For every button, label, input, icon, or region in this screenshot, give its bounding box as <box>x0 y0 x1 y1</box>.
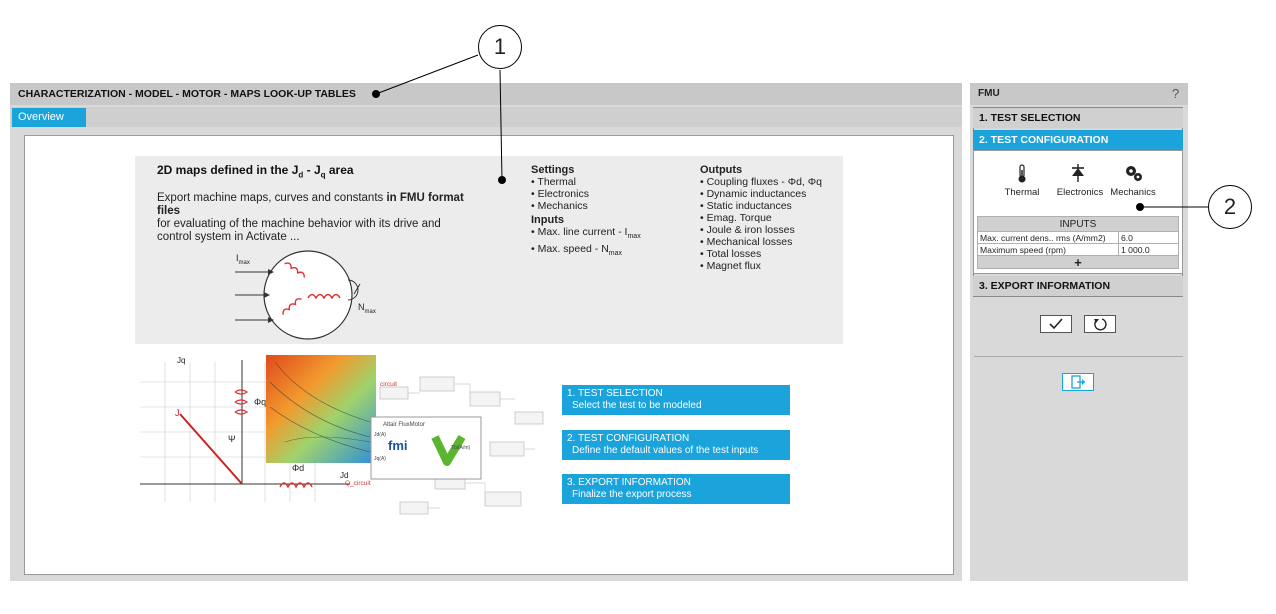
fmu-block-port: Jq(A) <box>374 456 386 462</box>
desc-line1: Export machine maps, curves and constants <box>157 192 387 204</box>
mechanics-label: Mechanics <box>1110 187 1156 198</box>
fmu-block-title: Altair FluxMotor <box>383 422 426 428</box>
j-vector-label: J <box>175 408 180 418</box>
help-icon[interactable]: ? <box>1172 86 1180 101</box>
outputs-item: • Mechanical losses <box>700 236 822 248</box>
tab-overview[interactable]: Overview <box>12 108 86 127</box>
heading-sep: - <box>303 163 314 177</box>
section-test-selection[interactable]: 1. TEST SELECTION <box>973 108 1183 128</box>
input-value-cell[interactable]: 1 000.0 <box>1119 244 1179 256</box>
heading-jd-sub: d <box>298 170 304 180</box>
section-test-configuration[interactable]: 2. TEST CONFIGURATION <box>973 130 1183 150</box>
nmax-text: N <box>358 302 365 312</box>
input-name-cell: Max. current dens.. rms (A/mm2) <box>978 232 1119 244</box>
psi-label: Ψ <box>228 434 236 444</box>
q-circuit-label: Q_circuit <box>345 480 371 487</box>
fmu-block-port: Tbl(A/m) <box>451 445 471 451</box>
imax-text: I <box>236 253 239 263</box>
heading-text: 2D maps defined in the <box>157 163 292 177</box>
step-desc: Finalize the export process <box>572 489 692 500</box>
step-title: 2. TEST CONFIGURATION <box>567 433 690 444</box>
input-value-cell[interactable]: 6.0 <box>1119 232 1179 244</box>
step-desc: Define the default values of the test inputs <box>572 445 759 456</box>
callout-1: 1 <box>478 25 522 69</box>
heading-jq-sub: q <box>320 170 326 180</box>
desc-bold: in FMU format files <box>157 192 464 217</box>
outputs-item: • Emag. Torque <box>700 212 822 224</box>
input-name-cell: Maximum speed (rpm) <box>978 244 1119 256</box>
desc-line2: for evaluating of the machine behavior with its drive and control system in Activate ... <box>157 218 441 243</box>
outputs-item: • Joule & iron losses <box>700 224 822 236</box>
outputs-item: • Coupling fluxes - Φd, Φq <box>700 176 822 188</box>
fmu-block-port: Jd(A) <box>374 432 386 438</box>
fmu-panel-title: FMU <box>970 83 1188 105</box>
d-circuit-label: circuit <box>380 381 397 388</box>
outputs-item: • Dynamic inductances <box>700 188 822 200</box>
step-desc: Select the test to be modeled <box>572 400 702 411</box>
input-sub: max <box>608 250 623 258</box>
phiq-label: Φq <box>254 397 267 407</box>
phid-label: Φd <box>292 463 305 473</box>
step-title: 1. TEST SELECTION <box>567 388 663 399</box>
outputs-item: • Magnet flux <box>700 260 822 272</box>
heading-suffix: area <box>325 163 354 177</box>
inputs-header: INPUTS <box>978 217 1179 232</box>
section-export-information[interactable]: 3. EXPORT INFORMATION <box>973 276 1183 296</box>
settings-item: • Mechanics <box>531 200 641 212</box>
heading-jq: J <box>313 163 321 177</box>
outputs-item: • Total losses <box>700 248 822 260</box>
outputs-title: Outputs <box>700 164 743 176</box>
settings-item: • Electronics <box>531 188 641 200</box>
outputs-item: • Static inductances <box>700 200 822 212</box>
add-input-button[interactable]: + <box>978 256 1179 269</box>
imax-sub: max <box>238 259 250 266</box>
heading-jd: J <box>291 163 299 177</box>
settings-item: • Thermal <box>531 176 641 188</box>
nmax-sub: max <box>364 308 376 315</box>
input-text: Max. speed - N <box>537 243 609 256</box>
inputs-title: Inputs <box>531 214 564 226</box>
input-text: Max. line current - I <box>537 226 628 238</box>
jd-axis-label: Jd <box>340 471 349 480</box>
jq-axis-label: Jq <box>177 356 186 365</box>
input-sub: max <box>627 233 641 241</box>
electronics-label: Electronics <box>1056 187 1104 198</box>
callout-2: 2 <box>1208 185 1252 229</box>
window-title: CHARACTERIZATION - MODEL - MOTOR - MAPS LOOK-UP TABLES <box>10 83 962 105</box>
settings-title: Settings <box>531 164 575 176</box>
thermal-label: Thermal <box>1004 187 1040 198</box>
step-title: 3. EXPORT INFORMATION <box>567 477 691 488</box>
fmi-logo: fmi <box>388 438 408 453</box>
